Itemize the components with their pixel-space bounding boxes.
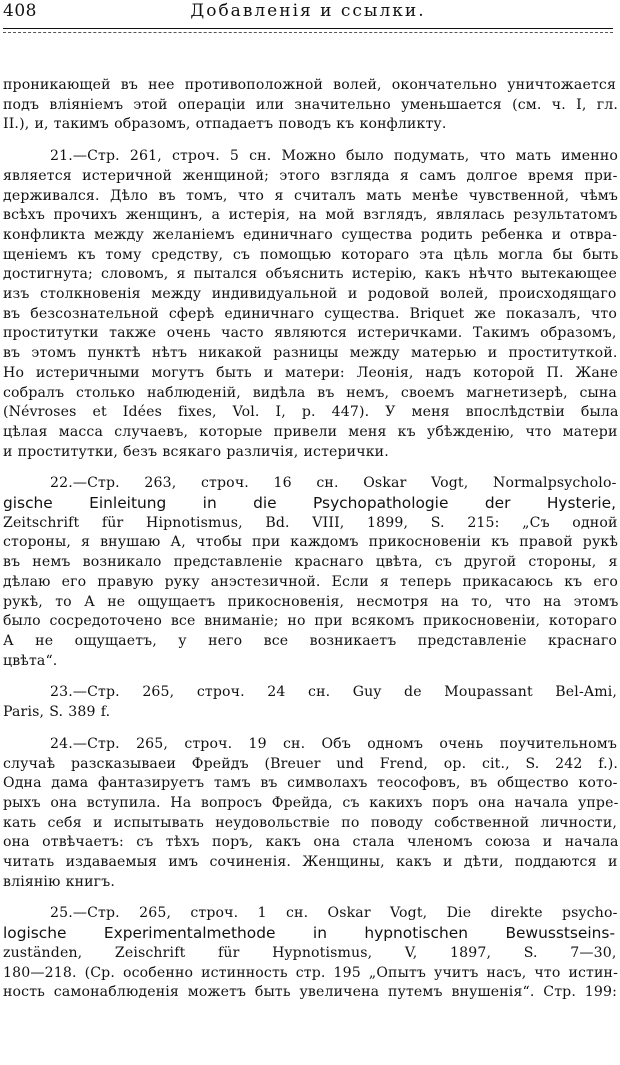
text-line: zuständen, Zeischrift für Hypnotismus, V, 1897, S. 7—30, bbox=[3, 944, 617, 961]
note-24 bbox=[3, 735, 619, 893]
text-line: Но истеричными могутъ быть и матери: Леонія, надъ которой П. Жане bbox=[3, 364, 618, 381]
text-line: щеніемъ къ тому средству, съ помощью котораго эта цѣль могла бы быть bbox=[3, 246, 619, 263]
text-line: изъ столкновенія между индивидуальной и родовой волей, происходящаго bbox=[3, 286, 617, 303]
text-line: собралъ столько наблюденій, видѣла въ немъ, своемъ магнетизерѣ, сына bbox=[3, 384, 617, 401]
text-line: А не ощущаетъ, у него все возникаетъ представленіе краснаго bbox=[3, 632, 617, 649]
text-line: въ этомъ пунктѣ нѣтъ никакой разницы между матерью и проституткой. bbox=[3, 345, 618, 362]
running-title: Добавленія и ссылки. bbox=[190, 1, 426, 21]
text-line: рыхъ она вступила. На вопросъ Фрейда, съ какихъ поръ она начала упре- bbox=[3, 794, 619, 811]
text-line: 21.—Стр. 261, строч. 5 сн. Можно было подумать, что мать именно bbox=[50, 148, 618, 165]
text-line: logische Experimentalmethode in hypnotischen Bewusstseins- bbox=[3, 924, 615, 943]
text-line: въ немъ возникало представленіе краснаго цвѣта, съ другой стороны, я bbox=[3, 554, 618, 571]
text-line: было сосредоточено все вниманіе; но при всякомъ прикосновеніи, котораго bbox=[3, 613, 617, 630]
note-23 bbox=[3, 683, 617, 722]
text-line: gische Einleitung in die Psychopathologie der Hysterie, bbox=[3, 494, 616, 513]
note-21 bbox=[3, 147, 619, 462]
header-rule-dashed bbox=[3, 32, 613, 33]
text-line: 24.—Стр. 265, строч. 19 сн. Объ одномъ очень поучительномъ bbox=[50, 735, 617, 752]
text-line: Одна дама фантазируетъ тамъ въ символахъ теософовъ, въ общество кото- bbox=[3, 775, 618, 792]
text-line: держивался. Дѣло въ томъ, что я считалъ мать менѣе чувственной, чѣмъ bbox=[3, 187, 618, 204]
text-line: рукѣ, то А не ощущаетъ прикосновенія, несмотря на то, что на этомъ bbox=[3, 593, 619, 610]
text-line: 180—218. (Ср. особенно истинность стр. 195 „Опытъ учитъ насъ, что истин- bbox=[3, 964, 618, 981]
text-line: цѣлая масса случаевъ, которые привели меня къ убѣжденію, что матери bbox=[3, 423, 618, 440]
text-line: она отвѣчаетъ: съ тѣхъ поръ, какъ она стала членомъ союза и начала bbox=[3, 834, 619, 851]
text-line: проститутки также очень часто являются истеричками. Такимъ образомъ, bbox=[3, 325, 617, 342]
text-line: и проститутки, безъ всякаго различія, истерички. bbox=[3, 443, 389, 460]
text-line: Paris, S. 389 f. bbox=[3, 704, 111, 721]
text-line: стороны, я внушаю А, чтобы при каждомъ прикосновеніи къ правой рукѣ bbox=[3, 534, 618, 551]
page-body bbox=[3, 76, 619, 1015]
note-25 bbox=[3, 904, 618, 1003]
text-line: случаѣ разсказываеи Фрейдъ (Breuer und Frend, op. cit., S. 242 f.). bbox=[3, 755, 618, 772]
header-rule bbox=[3, 28, 613, 29]
paragraph-continuation bbox=[3, 76, 618, 135]
text-line: (Névroses et Idées fixes, Vol. I, p. 447). У меня впослѣдствіи была bbox=[3, 404, 619, 421]
text-line: II.), и, такимъ образомъ, отпадаетъ поводъ къ конфликту. bbox=[3, 116, 447, 133]
text-line: всѣхъ прочихъ женщинъ, а истерія, на мой взглядъ, являлась результатомъ bbox=[3, 207, 618, 224]
text-line: цвѣта“. bbox=[3, 652, 58, 669]
text-line: 23.—Стр. 265, строч. 24 сн. Guy de Moupassant Bel-Ami, bbox=[50, 684, 617, 701]
text-line: подъ вліяніемъ этой операціи или значительно уменьшается (см. ч. I, гл. bbox=[3, 96, 618, 113]
page-number: 408 bbox=[3, 1, 37, 21]
page-header bbox=[3, 0, 613, 30]
text-line: ность самонаблюденія можетъ быть увеличена путемъ внушенія“. Стр. 199: bbox=[3, 984, 617, 1001]
text-line: 22.—Стр. 263, строч. 16 сн. Oskar Vogt, Normalpsycholo- bbox=[50, 475, 617, 492]
text-line: кать себя и испытывать неудовольствіе по поводу собственной личности, bbox=[3, 814, 617, 831]
text-line: вліянію книгъ. bbox=[3, 873, 115, 890]
text-line: дѣлаю его правую руку анэстезичной. Если я теперь прикасаюсь къ его bbox=[3, 573, 618, 590]
text-line: въ безсознательной сферѣ единичнаго существа. Briquet же показалъ, что bbox=[3, 305, 617, 322]
text-line: является истеричной женщиной; этого взгляда я самъ долгое время при- bbox=[3, 167, 618, 184]
text-line: читать издаваемыя имъ сочиненія. Женщины, какъ и дѣти, поддаются и bbox=[3, 854, 618, 871]
note-22 bbox=[3, 474, 619, 671]
text-line: достигнута; словомъ, я пытался объяснить истерію, какъ нѣчто вытекающее bbox=[3, 266, 617, 283]
text-line: Zeitschrift für Hipnotismus, Bd. VIII, 1899, S. 215: „Съ одной bbox=[3, 514, 618, 531]
text-line: 25.—Стр. 265, строч. 1 сн. Oskar Vogt, Die direkte psycho- bbox=[50, 905, 618, 922]
text-line: проникающей въ нее противоположной волей, окончательно уничтожается bbox=[3, 77, 616, 93]
text-line: конфликта между желаніемъ единичнаго существа родить ребенка и отвра- bbox=[3, 226, 617, 243]
